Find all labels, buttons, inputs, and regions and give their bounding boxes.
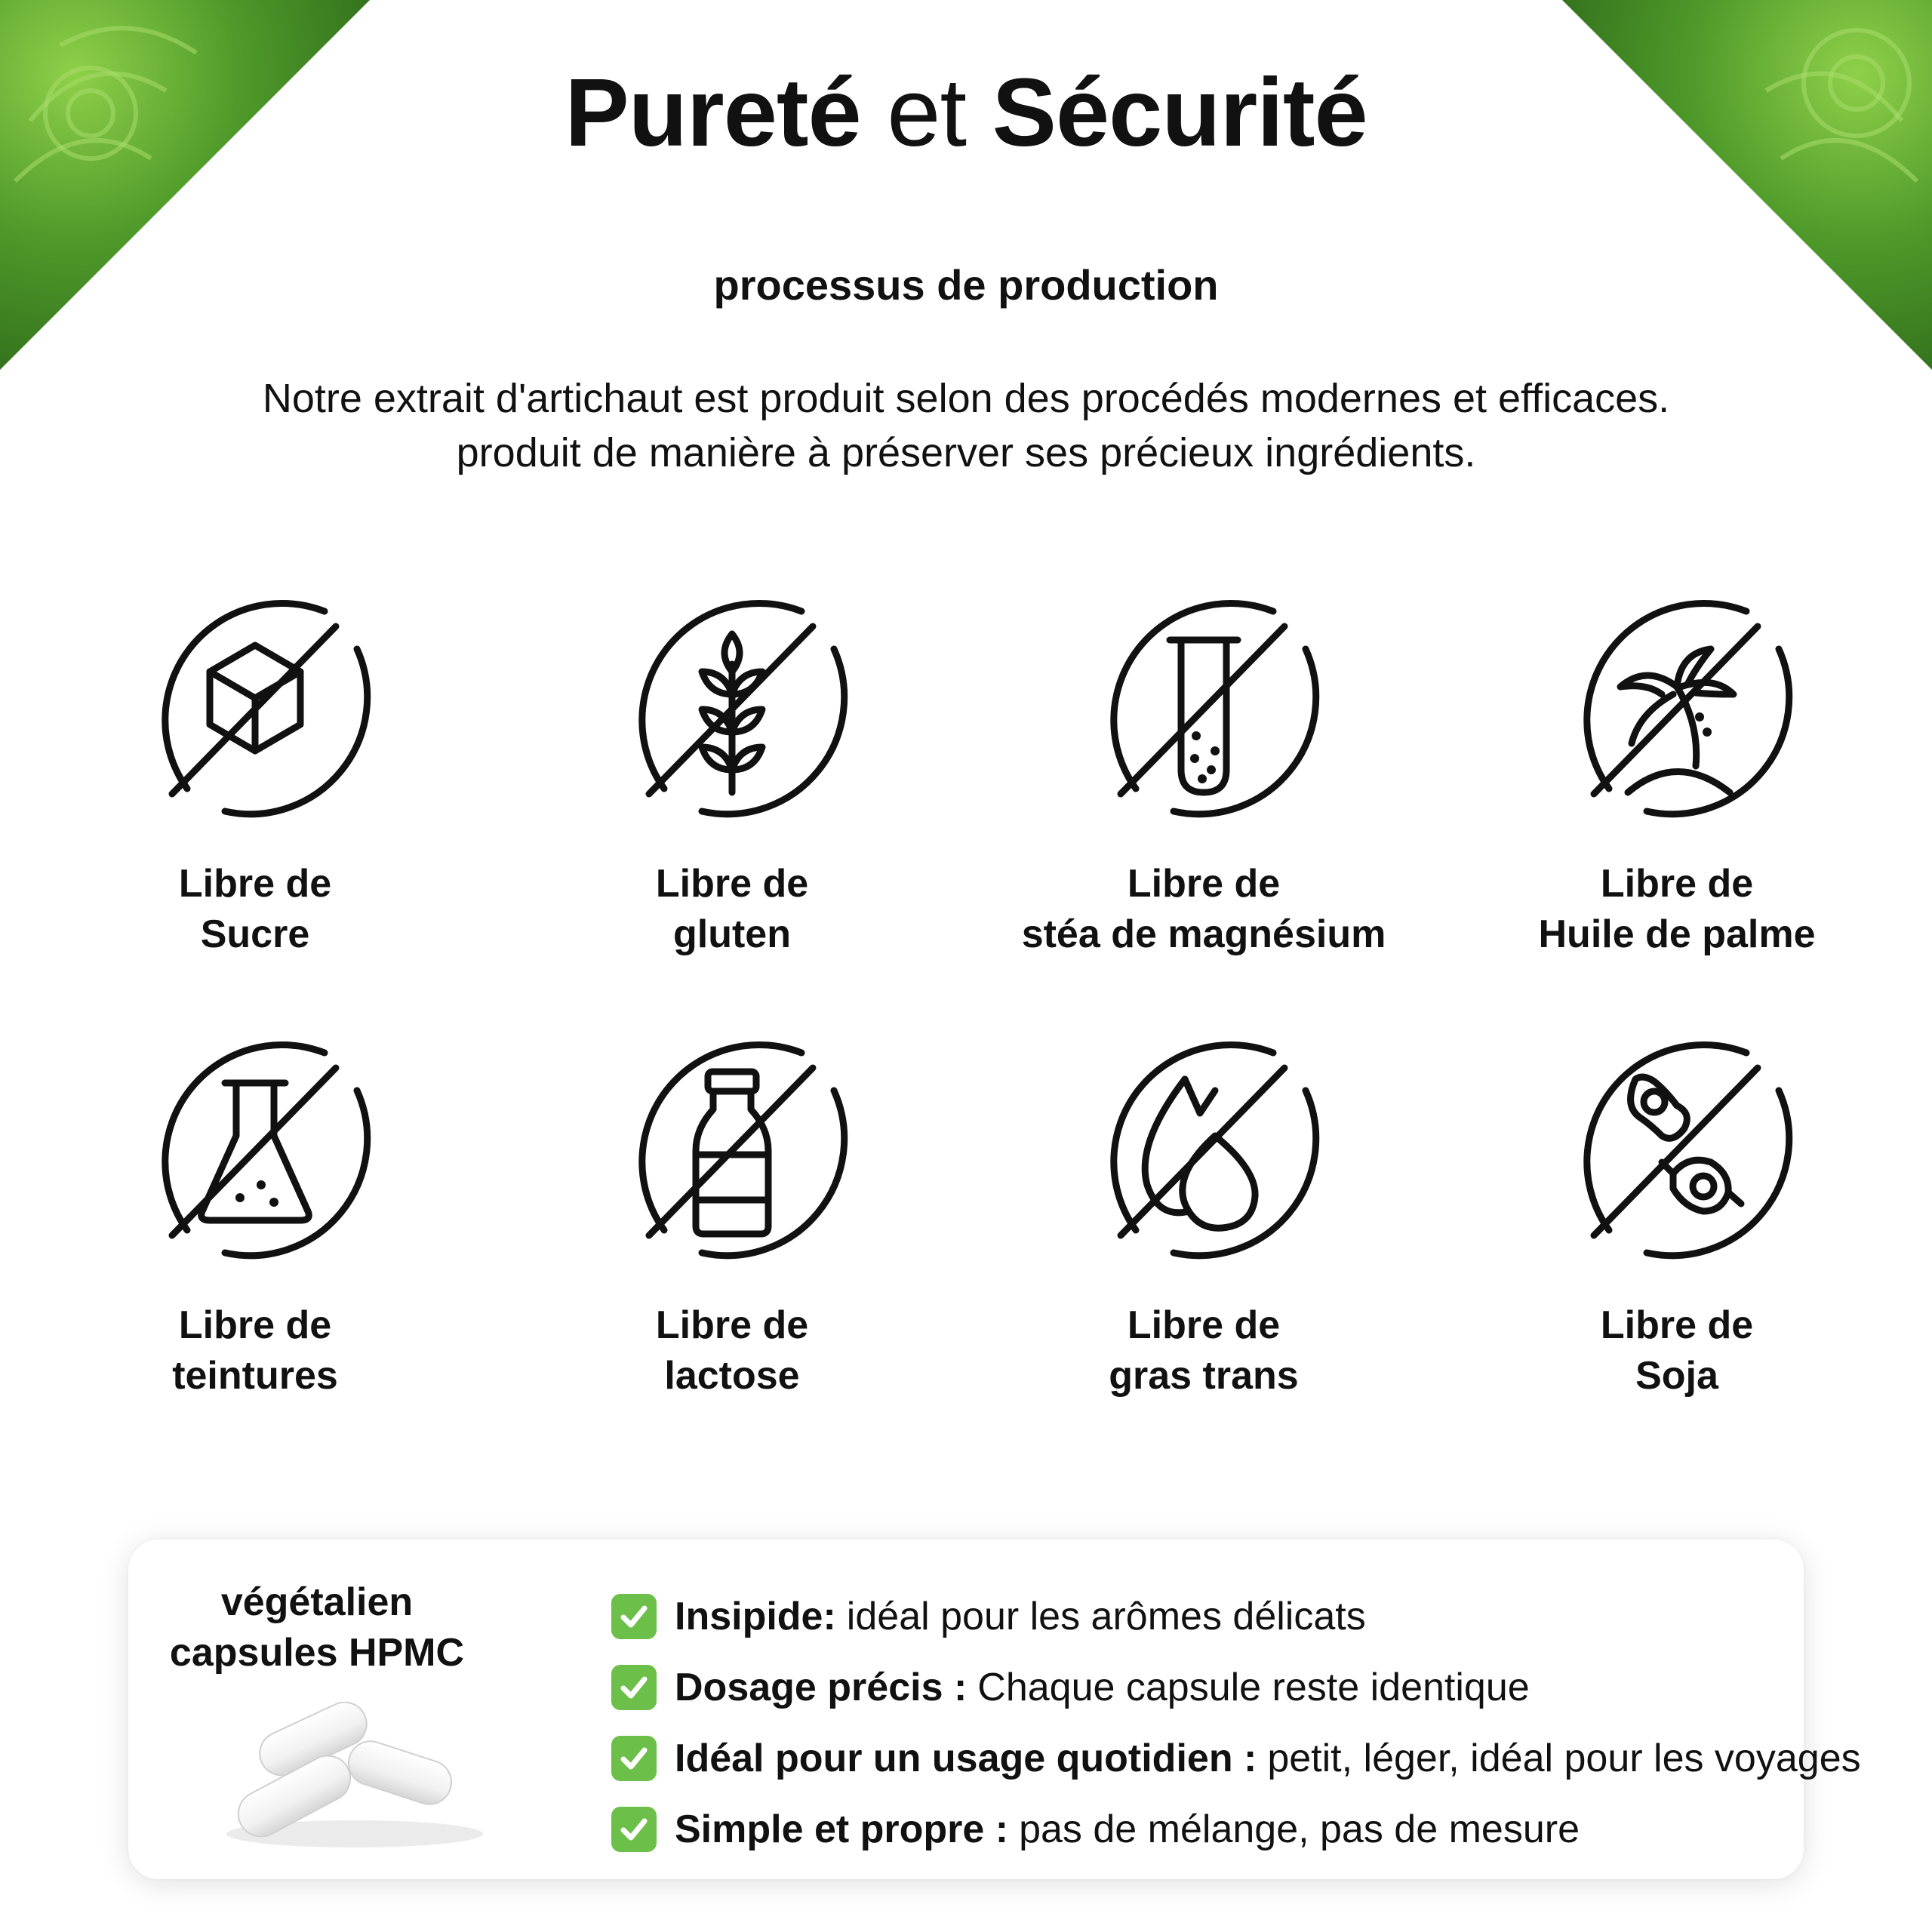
feature-dye-free bbox=[14, 1023, 497, 1401]
feature-line-1: Libre de bbox=[1600, 862, 1754, 906]
feature-line-1: Libre de bbox=[178, 862, 332, 906]
sugar-cube-icon bbox=[127, 581, 383, 838]
feature-gluten-free bbox=[491, 581, 974, 960]
feature-line-2: teintures bbox=[172, 1354, 338, 1398]
palm-tree-icon bbox=[1549, 581, 1805, 838]
feature-magnesium-free bbox=[962, 581, 1445, 960]
capsule-benefits-list bbox=[611, 1581, 1861, 1865]
feature-line-1: Libre de bbox=[1127, 1303, 1281, 1347]
capsule-panel bbox=[128, 1540, 1861, 1879]
feature-line-1: Libre de bbox=[655, 1303, 809, 1347]
feature-sugar-free bbox=[14, 581, 497, 960]
check-mark-icon bbox=[611, 1807, 657, 1852]
capsule-title-line-1: végétalien bbox=[220, 1580, 414, 1624]
check-mark-icon bbox=[611, 1665, 657, 1710]
page-title bbox=[0, 60, 1932, 166]
benefit-title: Insipide: bbox=[675, 1595, 836, 1638]
intro-text bbox=[75, 371, 1857, 480]
test-tube-icon bbox=[1075, 581, 1332, 838]
list-item bbox=[611, 1652, 1861, 1723]
list-item bbox=[611, 1794, 1861, 1865]
title-part-1: Pureté bbox=[565, 59, 861, 167]
feature-line-2: Soja bbox=[1635, 1354, 1718, 1398]
benefit-text: idéal pour les arômes délicats bbox=[846, 1595, 1366, 1638]
flask-icon bbox=[127, 1023, 383, 1279]
milk-bottle-icon bbox=[604, 1023, 860, 1279]
benefit-text: petit, léger, idéal pour les voyages bbox=[1267, 1737, 1861, 1780]
feature-line-2: lactose bbox=[664, 1354, 800, 1398]
capsules-image bbox=[211, 1702, 498, 1853]
list-item bbox=[611, 1723, 1861, 1794]
feature-line-1: Libre de bbox=[1127, 862, 1281, 906]
benefit-text: pas de mélange, pas de mesure bbox=[1019, 1807, 1580, 1851]
wheat-icon bbox=[604, 581, 860, 838]
feature-line-2: gras trans bbox=[1109, 1354, 1299, 1398]
artichoke-corner-right bbox=[1555, 0, 1932, 370]
feature-line-2: Huile de palme bbox=[1538, 912, 1816, 956]
oil-drop-icon bbox=[1075, 1023, 1332, 1279]
feature-trans-fat-free bbox=[962, 1023, 1445, 1401]
check-mark-icon bbox=[611, 1736, 657, 1781]
soy-bean-icon bbox=[1549, 1023, 1805, 1279]
feature-line-1: Libre de bbox=[178, 1303, 332, 1347]
feature-line-2: stéa de magnésium bbox=[1021, 912, 1386, 956]
title-part-3: Sécurité bbox=[992, 59, 1367, 167]
capsule-panel-title bbox=[169, 1577, 465, 1678]
feature-line-2: Sucre bbox=[200, 912, 310, 956]
list-item bbox=[611, 1581, 1861, 1652]
intro-line-1: Notre extrait d'artichaut est produit selon des procédés modernes et efficaces. bbox=[262, 376, 1670, 421]
feature-soy-free bbox=[1435, 1023, 1918, 1401]
feature-palm-oil-free bbox=[1435, 581, 1918, 960]
benefit-title: Idéal pour un usage quotidien : bbox=[675, 1737, 1257, 1780]
feature-line-1: Libre de bbox=[655, 862, 809, 906]
check-mark-icon bbox=[611, 1594, 657, 1639]
benefit-title: Dosage précis : bbox=[675, 1666, 968, 1709]
feature-lactose-free bbox=[491, 1023, 974, 1401]
subtitle: processus de production bbox=[713, 261, 1219, 309]
capsule-title-line-2: capsules HPMC bbox=[169, 1631, 465, 1675]
feature-line-2: gluten bbox=[673, 912, 791, 956]
benefit-text: Chaque capsule reste identique bbox=[977, 1666, 1530, 1709]
intro-line-2: produit de manière à préserver ses précieux ingrédients. bbox=[456, 430, 1476, 475]
benefit-title: Simple et propre : bbox=[675, 1807, 1009, 1851]
title-part-2: et bbox=[887, 59, 966, 167]
artichoke-corner-left bbox=[0, 0, 377, 370]
feature-line-1: Libre de bbox=[1600, 1303, 1754, 1347]
